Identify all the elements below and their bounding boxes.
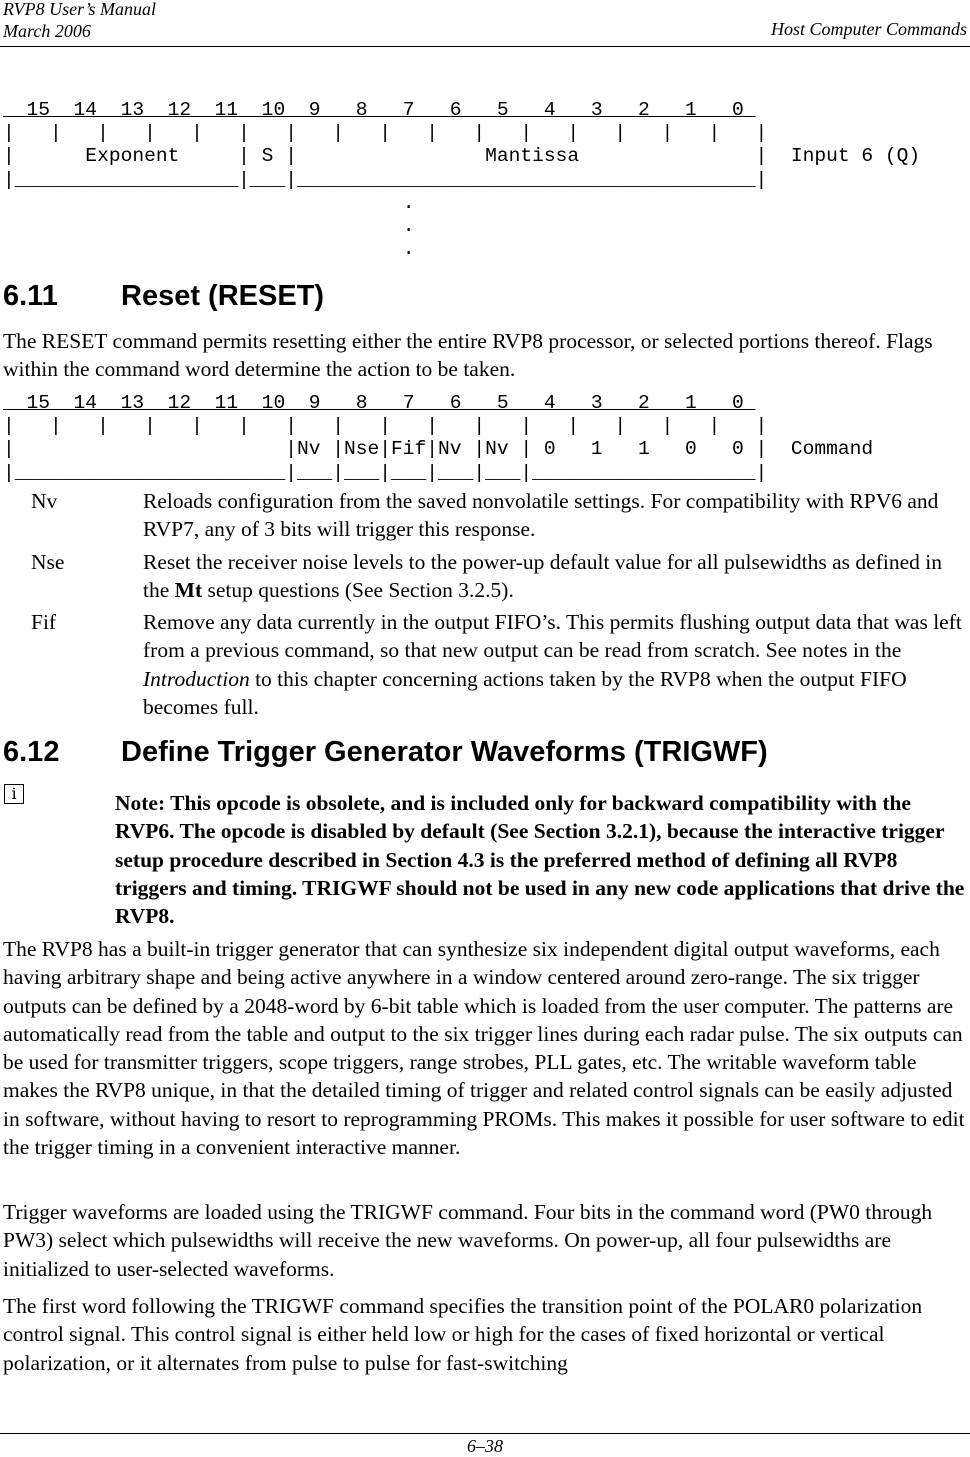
- definition-text-part: Reloads configuration from the saved nonvolatile settings. For compatibility with RPV6 and RVP7, any of 3 bits will trigger this response.: [143, 489, 939, 542]
- bit-divider-row: | | | | | | | | | | | | | | | | |: [3, 415, 768, 438]
- definition-text-part: Reset the receiver noise levels to the power-up default value for all pulsewidths as defined in the: [143, 549, 942, 602]
- obsolete-note: Note: This opcode is obsolete, and is included only for backward compatibility with the RVP6. The opcode is disabled by default (See Section 3.2.1), because the interactive trigger setup procedure described in Section 4.3 is the preferred method of defining all RVP8 triggers and timing. TRIGWF should not be used in any new code applications that drive the RVP8.: [115, 791, 965, 929]
- section-number: 6.11: [3, 280, 58, 312]
- bit-number-row: 15 14 13 12 11 10 9 8 7 6 5 4 3 2 1 0: [3, 99, 756, 121]
- register-label: Input 6 (Q): [790, 145, 921, 168]
- trigwf-paragraph-1: The RVP8 has a built-in trigger generator that can synthesize six independent digital output waveforms, each having arbitrary shape and being active anywhere in a window centered around zero-range. The six trigger outputs can be defined by a 2048-word by 6-bit table which is loaded from the user computer. The patterns are automatically read from the table and output to the six trigger lines during each radar pulse. The six outputs can be used for transmitter triggers, scope triggers, range strobes, PLL gates, etc. The writable waveform table makes the RVP8 unique, in that the detailed timing of trigger and related control signals can be easily adjusted in software, without having to resort to reprogramming PROMs. This makes it possible for user software to edit the trigger timing in a convenient interactive manner.: [3, 937, 965, 1160]
- page-footer: [0, 1433, 970, 1456]
- page-number: 6–38: [467, 1436, 503, 1456]
- bit-number-row: 15 14 13 12 11 10 9 8 7 6 5 4 3 2 1 0: [3, 392, 756, 414]
- definition-text: [143, 548, 970, 605]
- continuation-dots: . . .: [402, 191, 415, 261]
- definition-bold-term: Mt: [174, 577, 203, 602]
- register-label: Command: [790, 438, 874, 461]
- field-row: [3, 438, 873, 461]
- page-header: [0, 0, 970, 47]
- definition-text-part: Remove any data currently in the output FIFO’s. This permits flushing output data that was left from a previous command, so that new output can be read from scratch. See notes in the: [143, 610, 962, 663]
- section-heading-6-11: [3, 279, 324, 313]
- bit-bottom-row: |_______________________|___|___|___|___|___|___________________|: [3, 461, 768, 484]
- field-names: | Exponent | S | Mantissa |: [3, 145, 768, 168]
- trigwf-paragraph-3: The first word following the TRIGWF command specifies the transition point of the POLAR0 polarization control signal. This control signal is either held low or high for the cases of fixed horizontal or vertical polarization, or it alternates from pulse to pulse for fast-switching: [3, 1294, 923, 1375]
- info-icon: i: [4, 784, 24, 804]
- definition-text: [143, 608, 970, 721]
- field-row: [3, 145, 920, 168]
- trigwf-paragraph-2: Trigger waveforms are loaded using the TRIGWF command. Four bits in the command word (PW0 through PW3) select which pulsewidths will receive the new waveforms. On power-up, all four pulsewidths are initialized to user-selected waveforms.: [3, 1200, 933, 1281]
- section-heading-6-12: [3, 735, 768, 769]
- manual-title: RVP8 User’s Manual: [3, 0, 156, 19]
- section-number: 6.12: [3, 736, 60, 768]
- definition-item: [3, 548, 970, 605]
- bit-divider-row: | | | | | | | | | | | | | | | | |: [3, 122, 768, 145]
- section-title: Define Trigger Generator Waveforms (TRIGWF): [121, 736, 768, 768]
- section-title: Reset (RESET): [121, 280, 325, 312]
- input6-bitfield-diagram: [3, 99, 920, 261]
- reset-flag-definitions: [3, 487, 970, 725]
- definition-item: [3, 487, 970, 544]
- definition-term: Nv: [31, 489, 58, 513]
- definition-term: Nse: [31, 549, 65, 574]
- definition-text-part: setup questions (See Section 3.2.5).: [202, 577, 514, 602]
- definition-italic-term: Introduction: [143, 666, 250, 691]
- chapter-title: Host Computer Commands: [770, 19, 967, 39]
- field-names: | |Nv |Nse|Fif|Nv |Nv | 0 1 1 0 0 |: [3, 438, 768, 461]
- reset-command-bitfield-diagram: [3, 392, 873, 485]
- definition-item: [3, 608, 970, 721]
- header-left: [3, 0, 156, 42]
- reset-intro-paragraph: The RESET command permits resetting either the entire RVP8 processor, or selected portions thereof. Flags within the command word determine the action to be taken.: [3, 329, 933, 382]
- manual-date: March 2006: [3, 21, 91, 41]
- definition-text-part: to this chapter concerning actions taken by the RVP8 when the output FIFO becomes full.: [143, 666, 907, 720]
- definition-text: [143, 487, 970, 544]
- definition-term: Fif: [31, 610, 57, 635]
- bit-bottom-row: |___________________|___|_______________________________________|: [3, 168, 768, 191]
